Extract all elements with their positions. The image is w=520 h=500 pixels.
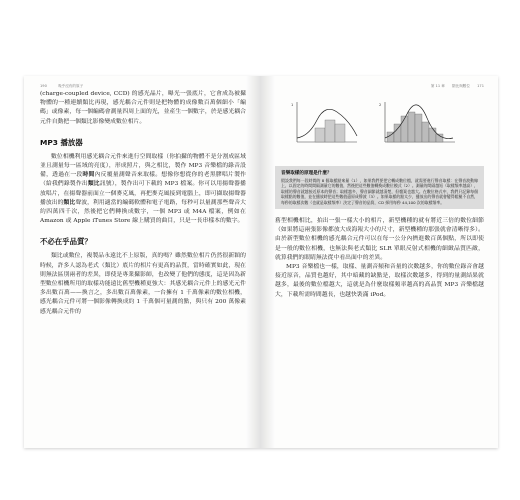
paragraph (40, 153, 246, 227)
text-run: 內反覆量測聲音來取樣。想像你想從你的老黑膠唱片製作（給我們錄製作出 (40, 172, 246, 188)
gutter-shadow (261, 76, 275, 448)
svg-text:1: 1 (291, 103, 294, 107)
paragraph (275, 263, 484, 300)
bold-term: 類比 (87, 181, 100, 188)
left-page (24, 76, 261, 448)
page-number: 190 (40, 83, 47, 88)
sidebar-title: 音樂取樣的原理是什麼？ (281, 171, 332, 176)
page-number: 171 (477, 83, 484, 88)
sidebar-text: 假設我們每一段時間的 8 個取樣點來量（1），如果我們要把它轉成數位檔，就需要進行聲音取樣：在聲音波動線上，以固定的時間間隔測量它的數值，然後把這些數值轉換成數位模式（2）。測量的間隔越短（取樣頻率越高），取樣的聲音就越接近原本的聲音；取樣越多，聲音細節就越清楚，但檔案也越大。在數位格式中，我們只記錄每個取樣點的數值，並在播放時把這些數值還原成聲波（3）。如果取樣的點太少，播放出的聲音就會變得粗糙不自然，每秒的取樣次數（也就是取樣頻率）決定了聲音的品質，CD 採用每秒 44,100 次的取樣頻率。 (281, 178, 479, 205)
text-run: 舊型相機相比，拍出一張一樣大小的相片，新型機種的就有將近三倍的數位細節（如果將這兩張影像都放大成海報大小的尺寸，新型機種的那張就會清晰得多）。由於新型數位相機的感光耦合元件可以在每一公分內擠進數百萬個點，所以即使是一般的數位相機，也無法與老式類比 SLR 單眼反射式相機的細緻品質匹敵，就算我們的眼睛無法從中看出面中的差異。 (275, 218, 484, 261)
text-run: 訊號），製作出可下載的 MP3 檔案。你可以用揚聲器播放唱片，在揚聲器前面立一個麥克風，再把麥克風接到電腦上，即可擷取揚聲器播放出的 (40, 181, 246, 206)
sampling-diagram (275, 98, 484, 160)
section-heading: 不必在乎品質？ (40, 237, 92, 247)
text-run: 聲波，利用適當的編碼軟體和電子電路，每秒可以量測那些聲音大約四萬四千次，然後把它們轉換成數字，一個 MP3 或 M4A 檔案，例如在 Amazon 或 Apple iTunes Store 線上購買的曲目，只是一長串樣本的數字。 (40, 199, 246, 225)
paragraph (40, 252, 246, 316)
section-heading: MP3 播放器 (40, 137, 83, 147)
running-head: 幾乎沒有的原子 (58, 83, 84, 88)
gutter-shadow (246, 76, 260, 448)
bold-term: 類比 (63, 199, 76, 206)
right-page (261, 76, 498, 448)
panel-coarse-bars (297, 120, 345, 158)
panel-sampled-bars (379, 102, 455, 142)
text-run: 類比或數位，複製品永遠比不上原版，真的嗎？雖然數位相片仍然很新穎的時候，許多人認為老式（類比）底片的相片有更高的品質，當時確實如此，現在則無法區別兩者的差異，即使是專業攝影師，也改變了他們的態度，這是因為新型數位相機所用的取樣功能遠比舊型機種更強大：其感光耦合元件上的感光元件多出數百萬——換言之，多出數百萬像素，一台擁有 1 千萬像素的數位相機，感光耦合元件可將一個影像轉換成約 1 千萬個可量測的點，與只有 200 萬像素感光耦合元件的 (40, 253, 246, 315)
text-run: MP3 音樂檔也一樣，取樣、量測音頻和音量的次數越多，你的數位錄音會越接近原音，品質也越好，其中暗藏的缺點是，取樣次數越多，得到的量測結果就越多，最後的數位檔越大，這就是為什麼取樣頻率越高的高品質 MP3 音樂檔越大，下載所需時間越長，也越快裝滿 iPod。 (275, 264, 484, 298)
text-run: 數位相機利用感光耦合元件來進行空間取樣（你拍攝的物體不是分割成區域並且測量每一區域的亮度），形成照片，與之相比，製作 MP3 音樂檔的錄音設備，透過在一段 (40, 153, 246, 179)
sidebar-box (275, 166, 484, 209)
right-page-header (275, 82, 484, 90)
left-page-header (40, 82, 246, 90)
text-run: (charge-coupled device, CCD) 的感光晶片，曝光一張底片，它會成為被攝物體的一種連續類比再現，感光耦合元件則是把物體的成像數百萬個細小「編碼」或像素，每一個編碼會測量四周上面的光，並產生一個數字，於是感光耦合元件自動把一個類比影像變成數位相片。 (40, 91, 246, 125)
paragraph (275, 217, 484, 263)
chapter-label: 第 11 章 (430, 83, 445, 88)
bold-term: 時間 (82, 172, 95, 179)
paragraph (40, 90, 246, 127)
running-head: 類比與數位 (452, 83, 470, 88)
sampling-figure (275, 98, 484, 160)
book-spread (24, 76, 498, 448)
svg-text:2: 2 (379, 103, 382, 107)
